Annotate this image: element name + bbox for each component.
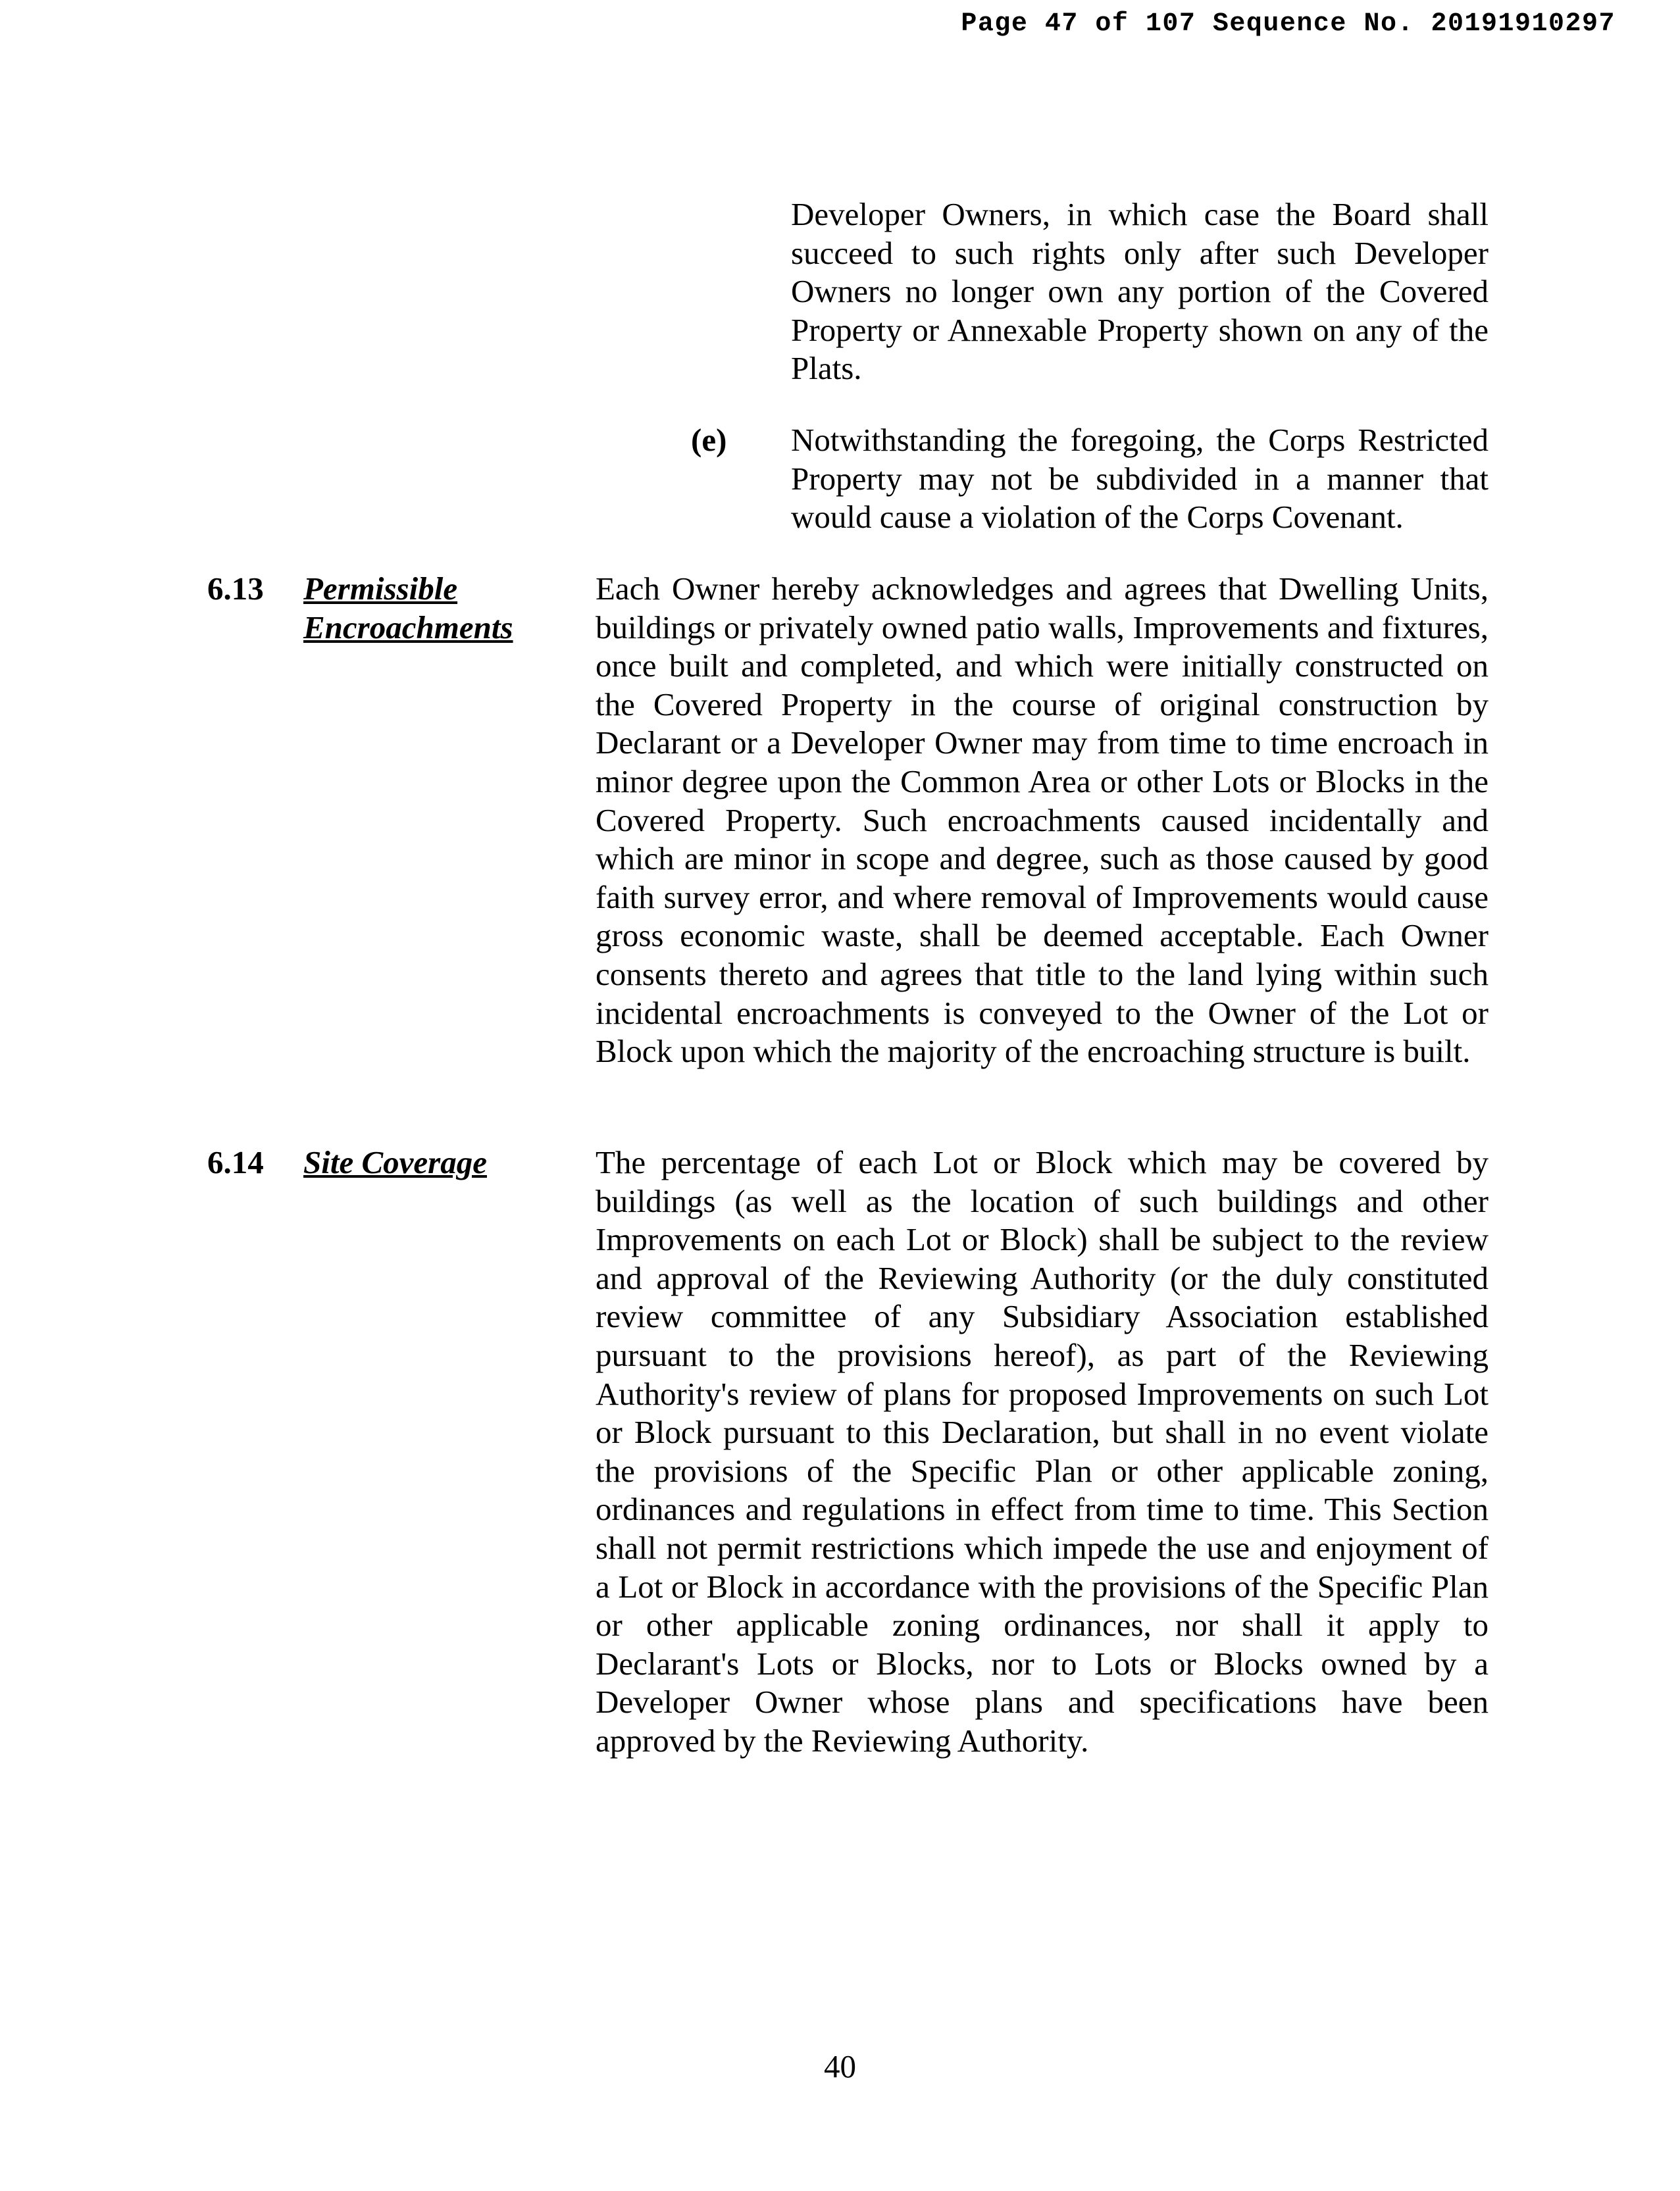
section-6-14-title: [303, 1144, 540, 1182]
section-6-13-title: [303, 570, 540, 647]
section-6-13-body: Each Owner hereby acknowledges and agrees that Dwelling Units, buildings or privately owned patio walls, Improvements and fixtures, once built and completed, and which were initially constructed on the Covered Property in the course of original construction by Declarant or a Developer Owner may from time to time encroach in minor degree upon the Common Area or other Lots or Blocks in the Covered Property. Such encroachments caused incidentally and which are minor in scope and degree, such as those caused by good faith survey error, and where removal of Improvements would cause gross economic waste, shall be deemed acceptable. Each Owner consents thereto and agrees that title to the land lying within such incidental encroachments is conveyed to the Owner of the Lot or Block upon which the majority of the encroaching structure is built.: [596, 570, 1489, 1070]
page-header-stamp: Page 47 of 107 Sequence No. 20191910297: [961, 9, 1616, 39]
section-6-13-number: 6.13: [207, 570, 264, 607]
subsection-e-label: (e): [691, 422, 727, 458]
subsection-e-text: Notwithstanding the foregoing, the Corps Restricted Property may not be subdivided in a manner that would cause a violation of the Corps Covenant.: [791, 422, 1489, 536]
section-6-13-title-line2: Encroachments: [303, 609, 513, 645]
page-number: 40: [824, 2048, 856, 2084]
section-6-13-title-line1: Permissible: [303, 570, 458, 607]
section-6-14-body: The percentage of each Lot or Block which may be covered by buildings (as well as the location of such buildings and other Improvements on each Lot or Block) shall be subject to the review and approval of the Reviewing Authority (or the duly constituted review committee of any Subsidiary Association established pursuant to the provisions hereof), as part of the Reviewing Authority's review of plans for proposed Improvements on such Lot or Block pursuant to this Declaration, but shall in no event violate the provisions of the Specific Plan or other applicable zoning, ordinances and regulations in effect from time to time. This Section shall not permit restrictions which impede the use and enjoyment of a Lot or Block in accordance with the provisions of the Specific Plan or other applicable zoning ordinances, nor shall it apply to Declarant's Lots or Blocks, nor to Lots or Blocks owned by a Developer Owner whose plans and specifications have been approved by the Reviewing Authority.: [596, 1144, 1489, 1759]
section-6-14-title-line1: Site Coverage: [303, 1144, 487, 1180]
continuation-paragraph: Developer Owners, in which case the Board shall succeed to such rights only after such Developer Owners no longer own any portion of the Covered Property or Annexable Property shown on any of the Plats.: [791, 196, 1489, 387]
section-6-14-number: 6.14: [207, 1144, 264, 1180]
